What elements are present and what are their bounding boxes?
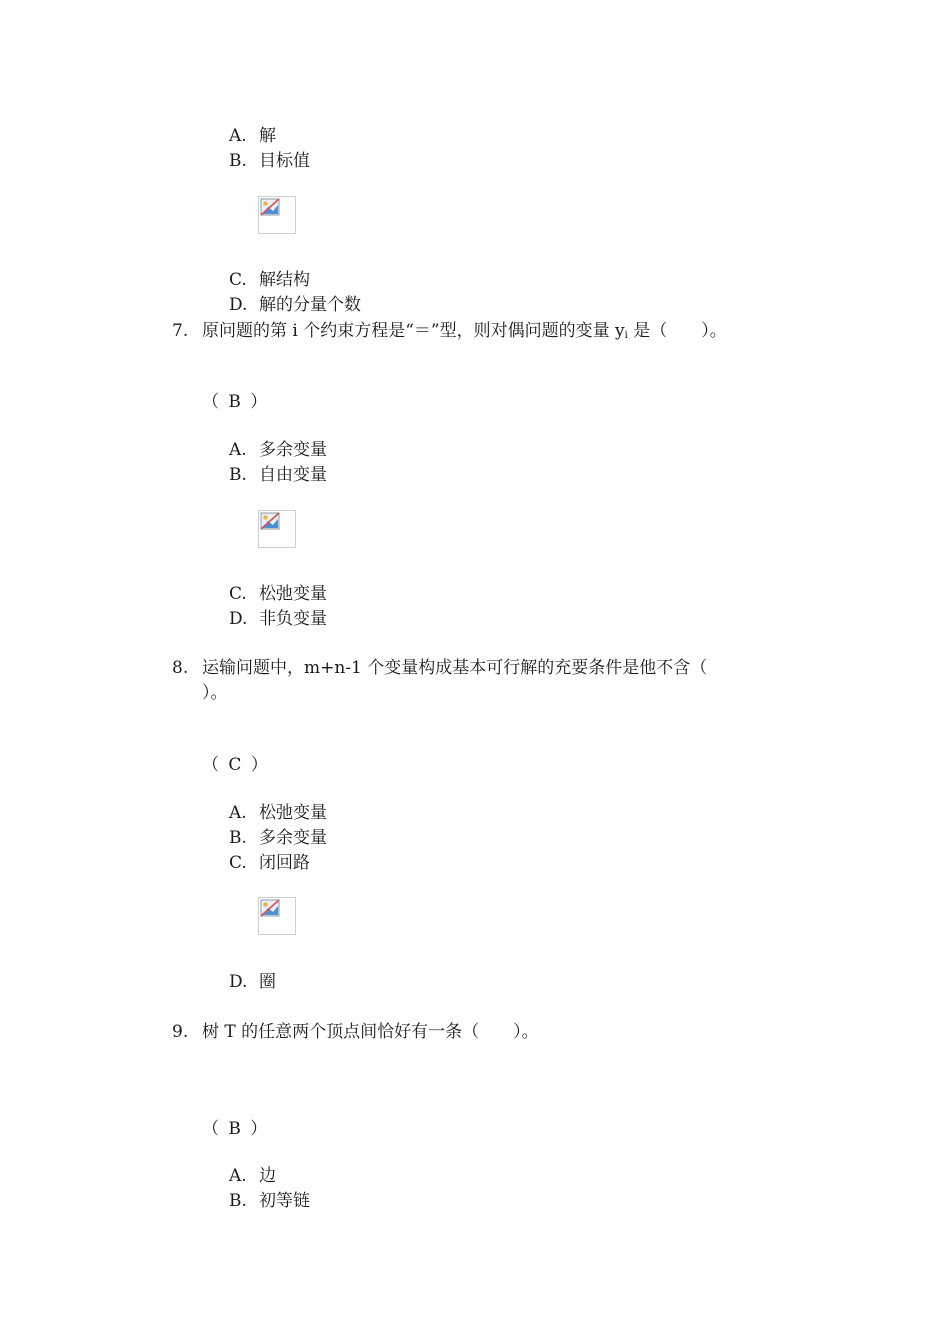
- option-c: C. 松弛变量: [229, 584, 327, 604]
- question-8: 8. 运输问题中，m+n-1 个变量构成基本可行解的充要条件是他不含（: [172, 658, 708, 678]
- option-b: B. 目标值: [229, 151, 310, 171]
- option-d: D. 圈: [229, 972, 276, 992]
- option-c: C. 解结构: [229, 270, 310, 290]
- broken-image-icon: [258, 510, 296, 548]
- answer-7: （ B ）: [202, 392, 270, 412]
- option-a: A. 边: [229, 1166, 276, 1186]
- answer-8: （ C ）: [202, 755, 270, 775]
- option-c: C. 闭回路: [229, 853, 310, 873]
- option-b: B. 多余变量: [229, 828, 327, 848]
- answer-9: （ B ）: [202, 1119, 270, 1139]
- option-d: D. 解的分量个数: [229, 295, 361, 315]
- option-d: D. 非负变量: [229, 609, 327, 629]
- option-a: A. 松弛变量: [229, 803, 327, 823]
- question-9: 9. 树 T 的任意两个顶点间恰好有一条（ ）。: [172, 1022, 539, 1042]
- question-7: 7. 原问题的第 i 个约束方程是“＝”型，则对偶问题的变量 $y_i$ 是（ ）。: [172, 321, 727, 341]
- option-b: B. 初等链: [229, 1191, 310, 1211]
- option-a: A. 解: [229, 126, 276, 146]
- option-b: B. 自由变量: [229, 465, 327, 485]
- broken-image-icon: [258, 196, 296, 234]
- option-a: A. 多余变量: [229, 440, 327, 460]
- broken-image-icon: [258, 897, 296, 935]
- question-8-continuation: ）。: [202, 683, 228, 703]
